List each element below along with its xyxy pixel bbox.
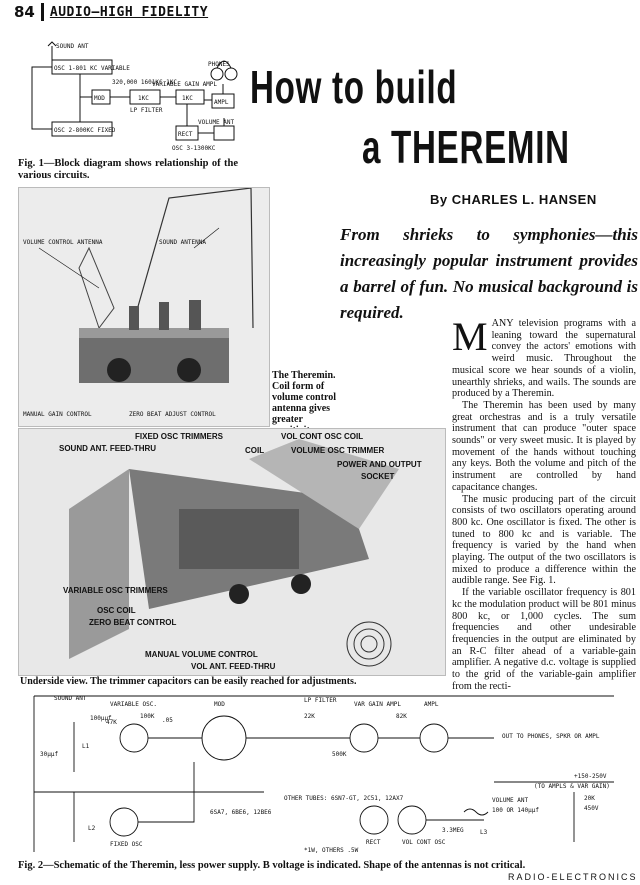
schem-c-30pf: 30μμf <box>40 751 59 758</box>
photo1-volume-antenna: VOLUME CONTROL ANTENNA <box>23 239 103 246</box>
byline: By CHARLES L. HANSEN <box>430 192 597 207</box>
photo2-power-output: POWER AND OUTPUT <box>337 460 422 469</box>
fig2-schematic <box>14 692 632 860</box>
fig2-caption: Fig. 2—Schematic of the Theremin, less power supply. B voltage is indicated. Shape of the antennas is not critical. <box>18 860 526 871</box>
schem-mh: 3.3MEG <box>442 827 464 834</box>
schem-var-gain-ampl: VAR GAIN AMPL <box>354 701 401 708</box>
title-line2: a THEREMIN <box>362 121 570 173</box>
fig1-osc3: OSC 3-1300KC <box>172 145 216 152</box>
title-line1: How to build <box>250 61 458 113</box>
article-body <box>452 314 636 693</box>
photo1-sound-antenna: SOUND ANTENNA <box>159 239 206 246</box>
photo2-caption: Underside view. The trimmer capacitors can be easily reached for adjustments. <box>20 676 357 687</box>
schem-b-plus: +150-250V <box>574 773 607 780</box>
fig1-osc2: OSC 2-800KC FIXED <box>54 127 116 134</box>
photo2-osc-coil: OSC COIL <box>97 606 136 615</box>
schem-v-tuner: 100 OR 140μμf <box>492 807 539 814</box>
fig1-volume-ant: VOLUME ANT <box>198 119 235 126</box>
schem-c-100pf: 100μμf <box>90 715 112 722</box>
schem-l2: L2 <box>88 825 96 832</box>
schem-other-tubes: OTHER TUBES: 6SN7-GT, 2C51, 12AX7 <box>284 795 404 802</box>
fig1-mod: MOD <box>94 95 105 102</box>
schem-mod: MOD <box>214 701 225 708</box>
schem-variable-osc: VARIABLE OSC. <box>110 701 157 708</box>
schem-l1: L1 <box>82 743 90 750</box>
schem-c-05: .05 <box>162 717 173 724</box>
page-number: 84 <box>14 3 35 21</box>
fig1-ampl: AMPL <box>214 99 229 106</box>
page-header <box>14 2 208 22</box>
photo2-coil: COIL <box>245 446 265 455</box>
schem-b-plus-note: (TO AMPLS & VAR GAIN) <box>534 783 610 790</box>
body-paragraph-1: ANY television programs with a leaning toward the supernatural convey the actors' emotions with weird music. Throughout the musical score we hear sounds of a violin, unearthly shrieks, and wails. The sounds are produced by a Theremin. <box>452 318 636 400</box>
schem-r-20k: 20K <box>584 795 595 802</box>
schem-rect: RECT <box>366 839 381 846</box>
body-paragraph-2: The Theremin has been used by many great orchestras and is a truly versatile instrument that can produce "outer space sounds" or very sweet music. It is played by movement of the hands without touching any keys. Both the volume and pitch of the instrument are controlled by hand capacitance changes. <box>452 399 636 493</box>
schem-resistors-note: *1W, OTHERS .5W <box>304 847 359 854</box>
photo2-variable-osc-trimmers: VARIABLE OSC TRIMMERS <box>63 586 168 595</box>
schem-sound-ant: SOUND ANT <box>54 695 87 702</box>
schem-r-82k: 82K <box>396 713 407 720</box>
fig1-vga-out: 1KC <box>182 95 193 102</box>
schem-v-450: 450V <box>584 805 599 812</box>
schem-fixed-osc: FIXED OSC <box>110 841 143 848</box>
photo2-sound-ant-feed: SOUND ANT. FEED-THRU <box>59 444 157 453</box>
schem-l3: L3 <box>480 829 488 836</box>
dropcap: M <box>452 314 488 359</box>
fig1-vga: VARIABLE GAIN AMPL <box>152 81 218 88</box>
underside-photo <box>18 428 446 676</box>
body-paragraph-4: If the variable oscillator frequency is 801 kc the modulation product will be 801 minus 800 kc, or 1,000 cycles. The sum frequencies and other undesirable frequencies in the output are eliminated by an R-C filter ahead of a variable-gain amplifier. A negative d.c. voltage is supplied to the grid of the variable-gain amplifier from the recti- <box>452 587 636 692</box>
fig1-phones: PHONES <box>208 61 230 68</box>
photo2-vol-cont-osc-coil: VOL CONT OSC COIL <box>281 432 364 441</box>
schem-ampl: AMPL <box>424 701 439 708</box>
deck: From shrieks to symphonies—this increasingly popular instrument provides a barrel of fun. No musical background is required. <box>340 225 638 322</box>
photo2-zero-beat-control: ZERO BEAT CONTROL <box>89 618 177 627</box>
photo2-volume-osc-trimmer: VOLUME OSC TRIMMER <box>291 446 385 455</box>
schem-lp-filter: LP FILTER <box>304 697 337 704</box>
photo2-vol-ant-feed: VOL ANT. FEED-THRU <box>191 662 276 671</box>
fig1-osc1: OSC 1-801 KC VARIABLE <box>54 65 130 72</box>
schem-r-47k: 47K <box>106 719 117 726</box>
photo2-manual-volume: MANUAL VOLUME CONTROL <box>145 650 258 659</box>
fig1-rect: RECT <box>178 131 193 138</box>
fig1-lp-filter: LP FILTER <box>130 107 163 114</box>
schem-out: OUT TO PHONES, SPKR OR AMPL <box>502 733 600 740</box>
header-divider <box>41 3 44 21</box>
section-title: AUDIO—HIGH FIDELITY <box>49 4 209 20</box>
photo2-fixed-osc-trimmers: FIXED OSC TRIMMERS <box>135 432 224 441</box>
fig1-mod-freqs: 320,000 1601KC 1KC <box>112 79 178 86</box>
photo1-caption: The Theremin. Coil form of volume control antenna gives greater <box>272 370 336 425</box>
photo1-manual-gain: MANUAL GAIN CONTROL <box>23 411 92 418</box>
body-paragraph-3: The music producing part of the circuit consists of two oscillators operating around 800 kc. One oscillator is fixed. The other is tuned to 800 kc and is variable. The frequency is varied by the hand when playing. The output of the two oscillators is mixed to produce a difference within the audible range. See Fig. 1. <box>452 493 636 587</box>
schem-volume-ant: VOLUME ANT <box>492 797 529 804</box>
schem-r-22k: 22K <box>304 713 315 720</box>
fig1-lp-out: 1KC <box>138 95 149 102</box>
photo2-socket: SOCKET <box>361 472 395 481</box>
theremin-photo <box>18 187 270 427</box>
fig1-block-diagram <box>22 40 244 154</box>
photo1-zero-beat: ZERO BEAT ADJUST CONTROL <box>129 411 216 418</box>
schem-r-100k: 100K <box>140 713 155 720</box>
schem-tubes: 6SA7, 6BE6, 12BE6 <box>210 809 272 816</box>
magazine-footer: RADIO-ELECTRONICS <box>508 872 638 882</box>
schem-vol-cont-osc: VOL CONT OSC <box>402 839 446 846</box>
fig1-caption: Fig. 1—Block diagram shows relationship of the various circuits. <box>18 158 238 181</box>
fig1-sound-ant: SOUND ANT <box>56 43 89 50</box>
schem-r-500k: 500K <box>332 751 347 758</box>
